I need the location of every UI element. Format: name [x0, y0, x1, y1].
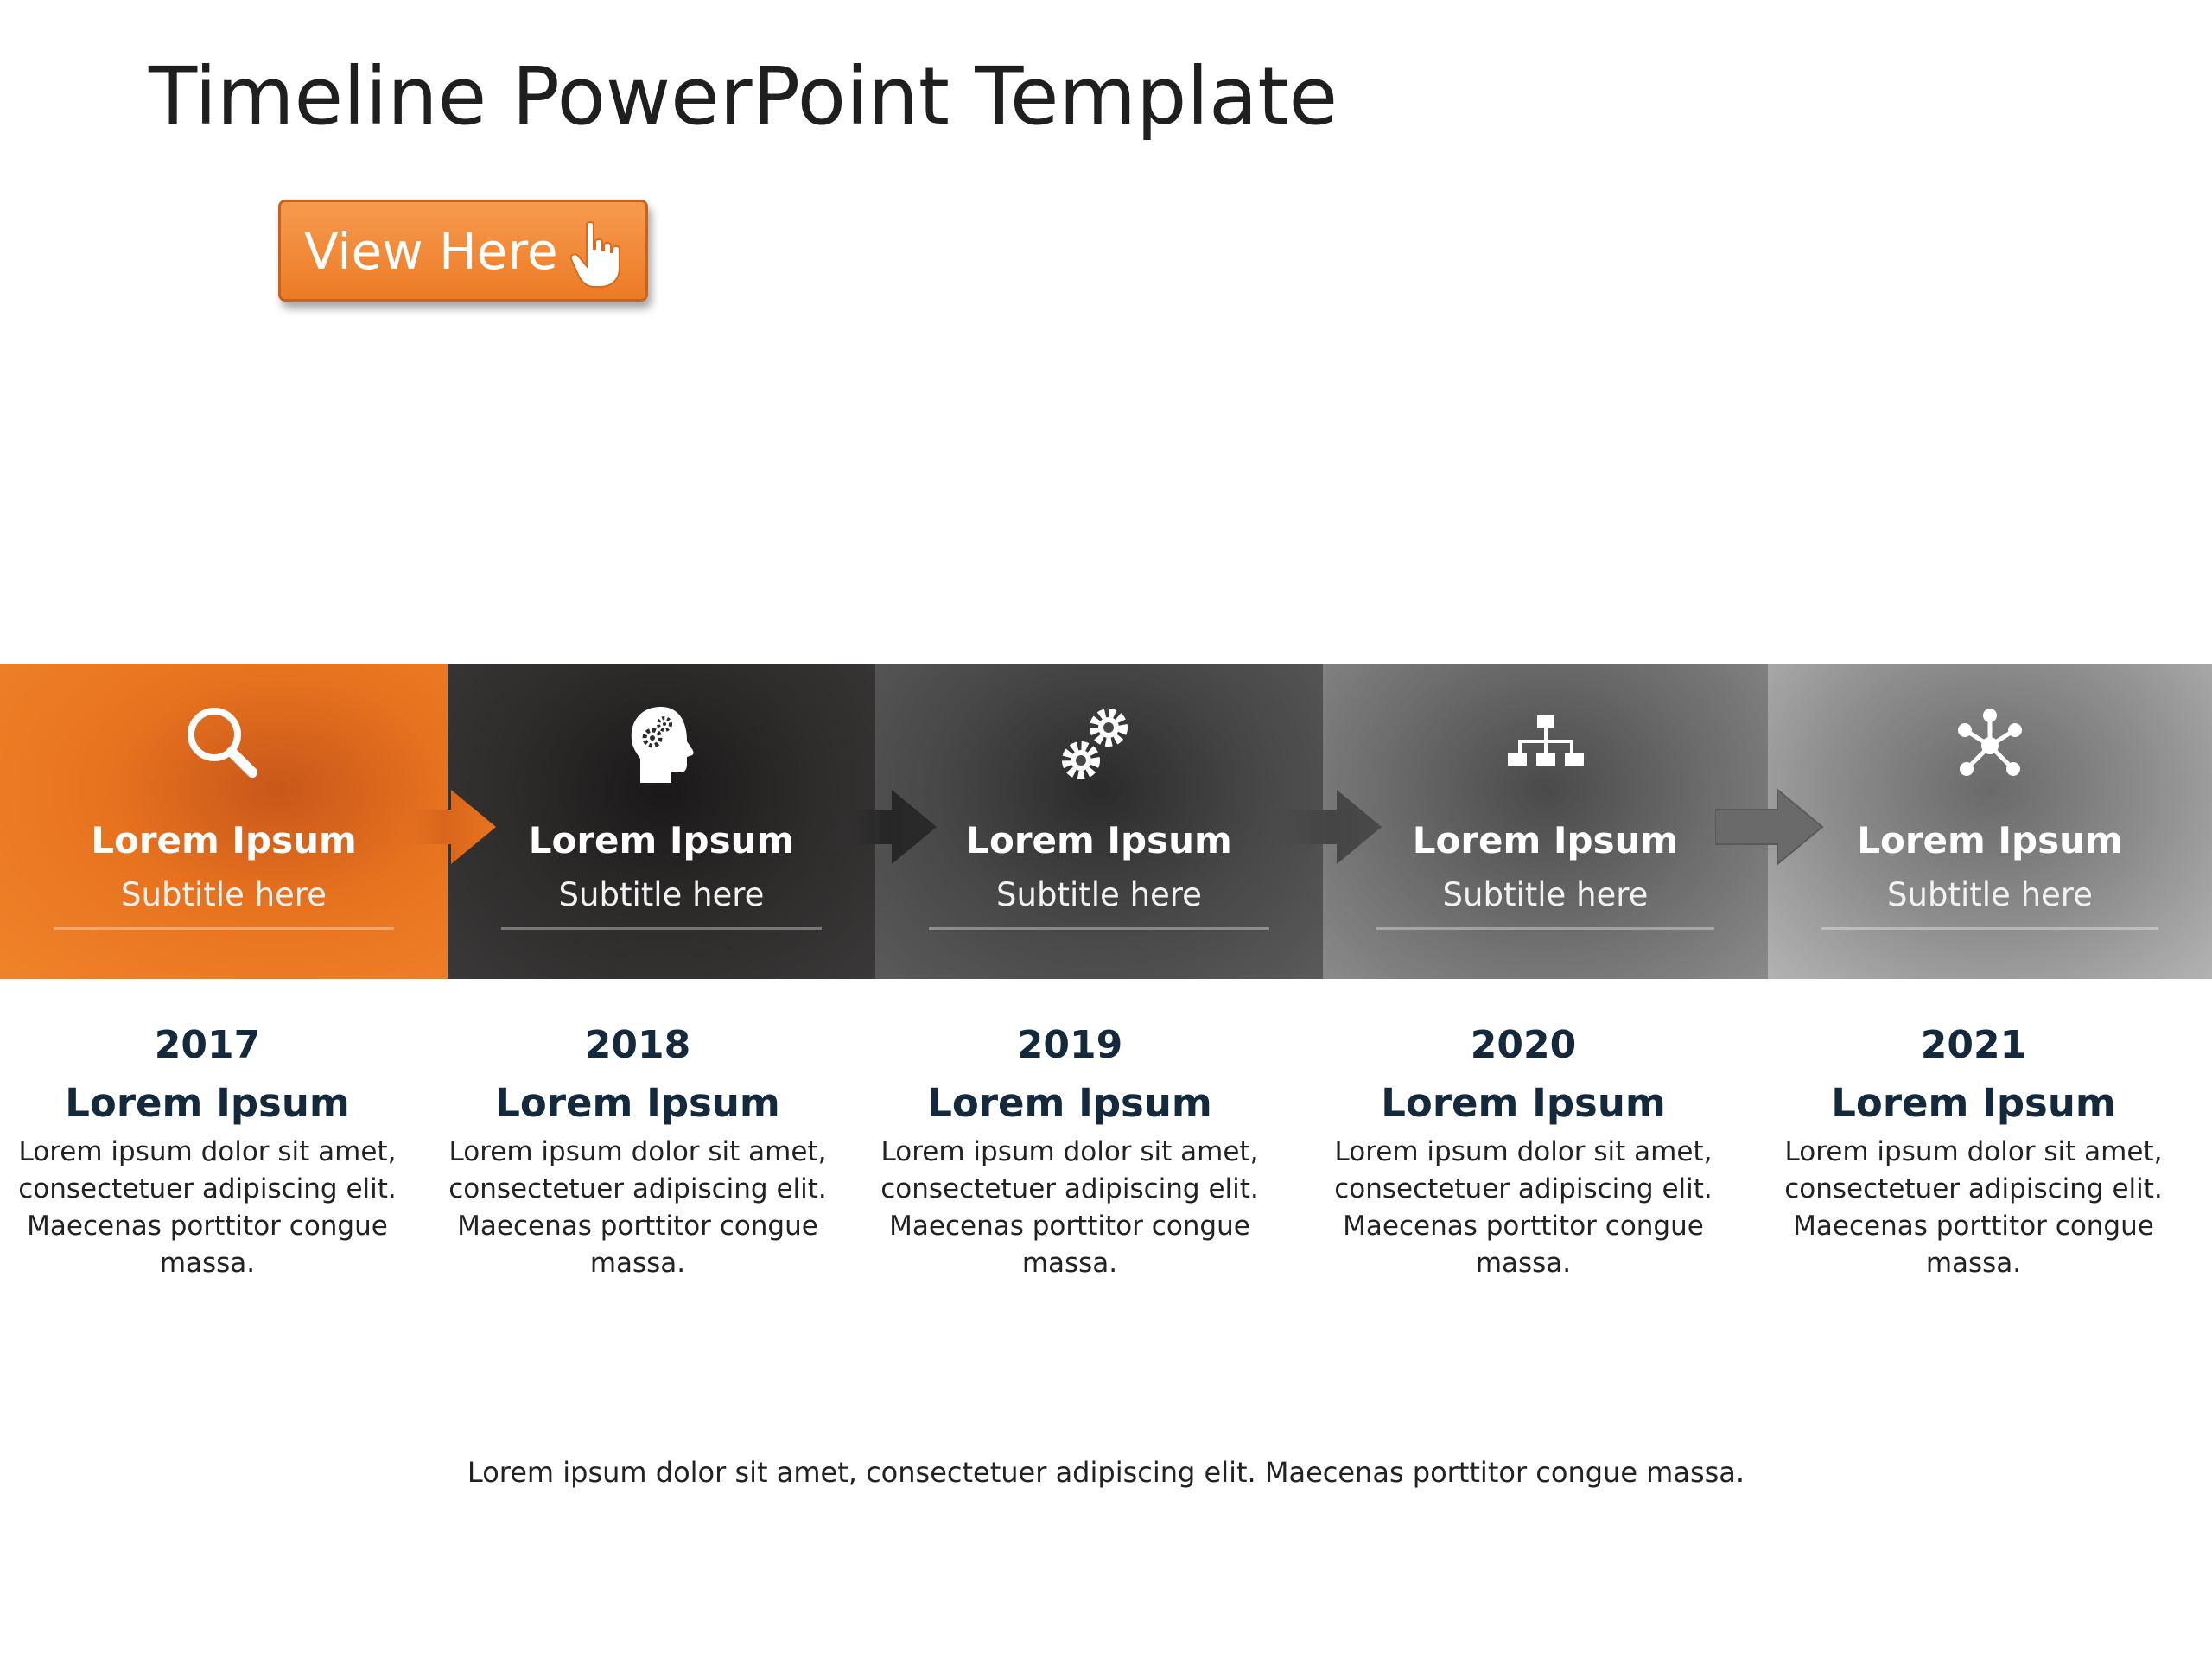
year-label: 2019	[1016, 1023, 1123, 1067]
arrow-right-icon	[1715, 788, 1827, 866]
timeline-panel-2019	[875, 664, 1323, 979]
arrow-right-icon	[389, 788, 501, 866]
column-title: Lorem Ipsum	[1831, 1080, 2116, 1126]
panel-divider	[1376, 927, 1714, 930]
year-label: 2018	[584, 1023, 691, 1067]
panel-subtitle: Subtitle here	[996, 876, 1202, 913]
column-body: Lorem ipsum dolor sit amet, consectetuer adipiscing elit. Maecenas porttitor congue massa.	[18, 1136, 397, 1279]
timeline-column-2020	[1325, 1020, 1722, 1282]
year-label: 2020	[1470, 1023, 1577, 1067]
timeline-column-2019	[871, 1020, 1268, 1282]
column-title: Lorem Ipsum	[65, 1080, 350, 1126]
panel-title: Lorem Ipsum	[1412, 819, 1679, 861]
panel-title: Lorem Ipsum	[528, 819, 795, 861]
footer-text: Lorem ipsum dolor sit amet, consectetuer adipiscing elit. Maecenas porttitor congue massa.	[467, 1456, 1745, 1489]
timeline-column-2021	[1775, 1020, 2172, 1282]
column-body: Lorem ipsum dolor sit amet, consectetuer adipiscing elit. Maecenas porttitor congue massa.	[1784, 1136, 2163, 1279]
gears-icon	[1052, 698, 1147, 793]
column-body: Lorem ipsum dolor sit amet, consectetuer adipiscing elit. Maecenas porttitor congue massa.	[1334, 1136, 1713, 1279]
panel-title: Lorem Ipsum	[91, 819, 357, 861]
column-title: Lorem Ipsum	[1381, 1080, 1666, 1126]
panel-divider	[54, 927, 394, 930]
panel-subtitle: Subtitle here	[558, 876, 765, 913]
panel-title: Lorem Ipsum	[1857, 819, 2123, 861]
year-label: 2021	[1920, 1023, 2027, 1067]
panel-divider	[501, 927, 822, 930]
column-title: Lorem Ipsum	[927, 1080, 1212, 1126]
timeline-panel-2021	[1768, 664, 2212, 979]
timeline-panel-2020	[1323, 664, 1768, 979]
panel-title: Lorem Ipsum	[966, 819, 1232, 861]
head-gears-icon	[614, 698, 709, 793]
timeline-panel-2018	[448, 664, 875, 979]
view-here-label: View Here	[304, 222, 558, 281]
column-body: Lorem ipsum dolor sit amet, consectetuer adipiscing elit. Maecenas porttitor congue massa.	[880, 1136, 1259, 1279]
arrow-right-icon	[830, 788, 942, 866]
timeline-column-2018	[439, 1020, 836, 1282]
panel-divider	[929, 927, 1269, 930]
year-label: 2017	[154, 1023, 261, 1067]
column-body: Lorem ipsum dolor sit amet, consectetuer adipiscing elit. Maecenas porttitor congue massa.	[448, 1136, 827, 1279]
magnifier-icon	[176, 698, 271, 793]
column-title: Lorem Ipsum	[495, 1080, 780, 1126]
arrow-right-icon	[1274, 788, 1387, 866]
panel-subtitle: Subtitle here	[121, 876, 327, 913]
timeline-column-2017	[9, 1020, 406, 1282]
panel-subtitle: Subtitle here	[1887, 876, 2093, 913]
timeline-panel-2017	[0, 664, 448, 979]
panel-divider	[1821, 927, 2158, 930]
view-here-button[interactable]	[278, 200, 648, 302]
timeline-band	[0, 664, 2212, 979]
org-chart-icon	[1498, 698, 1593, 793]
network-icon	[1942, 698, 2037, 793]
panel-subtitle: Subtitle here	[1442, 876, 1649, 913]
slide-title: Timeline PowerPoint Template	[149, 50, 1338, 143]
pointing-hand-icon	[568, 219, 623, 289]
